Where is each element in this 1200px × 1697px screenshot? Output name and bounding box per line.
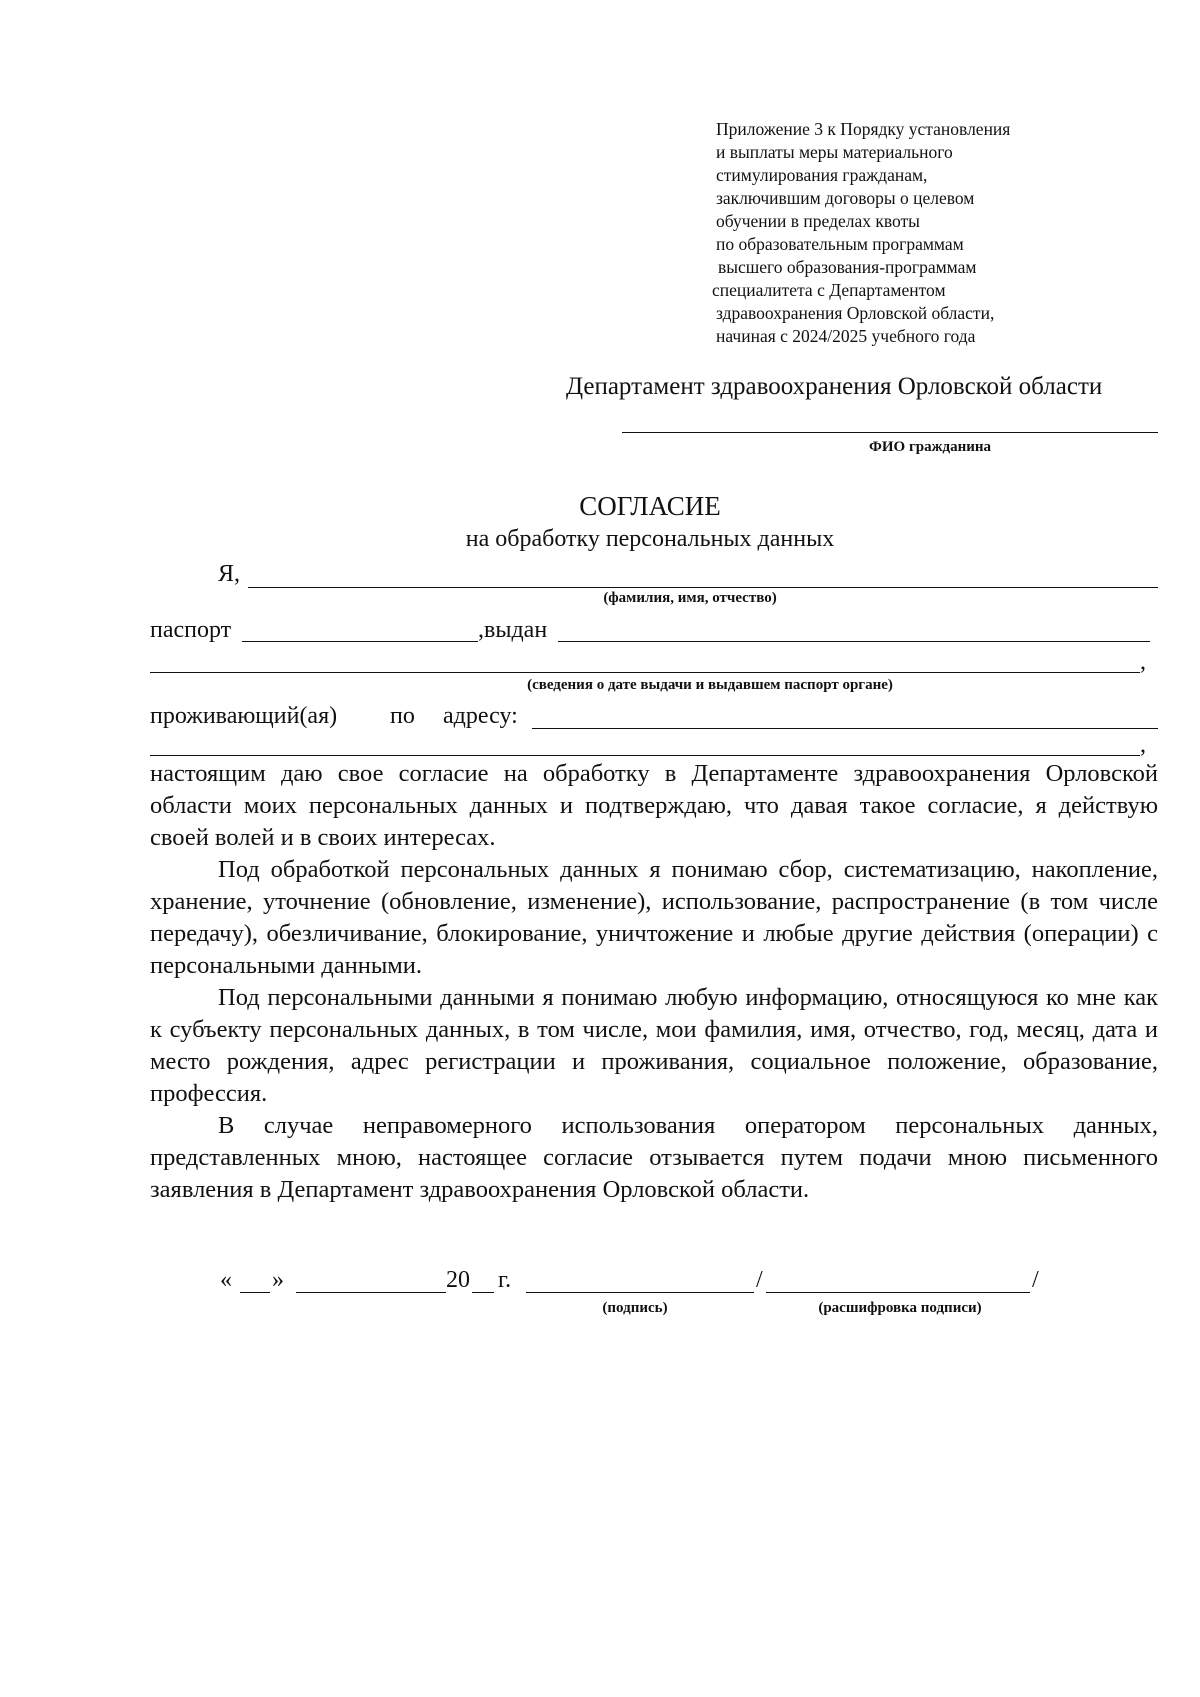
date-day-field[interactable] (240, 1292, 270, 1293)
consent-paragraph-1: настоящим даю свое согласие на обработку в Департаменте здравоохранения Орловской области моих персональных данных и подтверждаю, что давая такое согласие, я действую своей волей и в своих интересах. (150, 760, 1158, 851)
citizen-fio-caption: ФИО гражданина (868, 439, 991, 455)
appendix-line: и выплаты меры материального (716, 142, 953, 162)
appendix-line: Приложение 3 к Порядку установления (716, 119, 1011, 139)
passport-issued-field[interactable] (558, 641, 1150, 642)
document-title: СОГЛАСИЕ (579, 491, 721, 521)
document-subtitle: на обработку персональных данных (465, 526, 835, 552)
ya-label: Я, (218, 561, 241, 587)
fullname-caption: (фамилия, имя, отчество) (603, 590, 777, 606)
signature-field[interactable] (526, 1292, 754, 1293)
address-comma: , (1140, 732, 1146, 758)
passport-label: паспорт (150, 617, 232, 643)
address-word-residing: проживающий(ая) (150, 703, 338, 729)
address-word-by: по (390, 703, 415, 729)
appendix-line: высшего образования-программам (718, 257, 977, 277)
signature-decode-field[interactable] (766, 1292, 1030, 1293)
date-year-field[interactable] (472, 1292, 494, 1293)
fullname-field[interactable] (248, 587, 1158, 588)
appendix-line: начиная с 2024/2025 учебного года (716, 326, 976, 346)
address-continued-field[interactable] (150, 755, 1140, 756)
passport-details-field[interactable] (150, 672, 1140, 673)
appendix-line: обучении в пределах квоты (716, 211, 920, 231)
passport-comma: , (1140, 649, 1146, 675)
date-year-suffix: г. (498, 1267, 512, 1293)
appendix-line: по образовательным программам (716, 234, 964, 254)
issued-label: ,выдан (478, 617, 548, 643)
appendix-note (712, 118, 1136, 348)
consent-paragraph-3: Под персональными данными я понимаю любую информацию, относящуюся ко мне как к субъекту персональных данных, в том числе, мои фамилия, имя, отчество, год, месяц, дата и место рождения, адрес регистрации и проживания, социальное положение, образование, профессия. (150, 984, 1158, 1107)
citizen-fio-line[interactable] (622, 432, 1158, 433)
signature-decode-caption: (расшифровка подписи) (818, 1300, 982, 1316)
consent-paragraph-4: В случае неправомерного использования оператором персональных данных, представленных мною, настоящее согласие отзывается путем подачи мною письменного заявления в Департамент здравоохранения Орловской области. (150, 1112, 1158, 1203)
address-field[interactable] (532, 728, 1158, 729)
signature-caption: (подпись) (602, 1300, 668, 1316)
signature-slash-1: / (756, 1267, 763, 1293)
appendix-line: заключившим договоры о целевом (716, 188, 975, 208)
address-word-address: адресу: (443, 703, 518, 729)
passport-number-field[interactable] (242, 641, 478, 642)
appendix-line: специалитета с Департаментом (712, 280, 946, 300)
date-year-prefix: 20 (446, 1267, 470, 1293)
signature-slash-2: / (1032, 1267, 1039, 1293)
consent-paragraph-2: Под обработкой персональных данных я понимаю сбор, систематизацию, накопление, хранение, уточнение (обновление, изменение), использование, распространение (в том числе передачу), обезличивание, блокирование, уничтожение и любые другие действия (операции) с персональными данными. (150, 856, 1158, 979)
date-quote-close: » (272, 1267, 284, 1293)
date-quote-open: « (220, 1267, 232, 1293)
recipient-department: Департамент здравоохранения Орловской области (566, 373, 1103, 400)
passport-details-caption: (сведения о дате выдачи и выдавшем паспорт органе) (527, 677, 893, 693)
appendix-line: стимулирования гражданам, (716, 165, 928, 185)
appendix-line: здравоохранения Орловской области, (716, 303, 995, 323)
date-month-field[interactable] (296, 1292, 446, 1293)
consent-body (150, 758, 1158, 1206)
